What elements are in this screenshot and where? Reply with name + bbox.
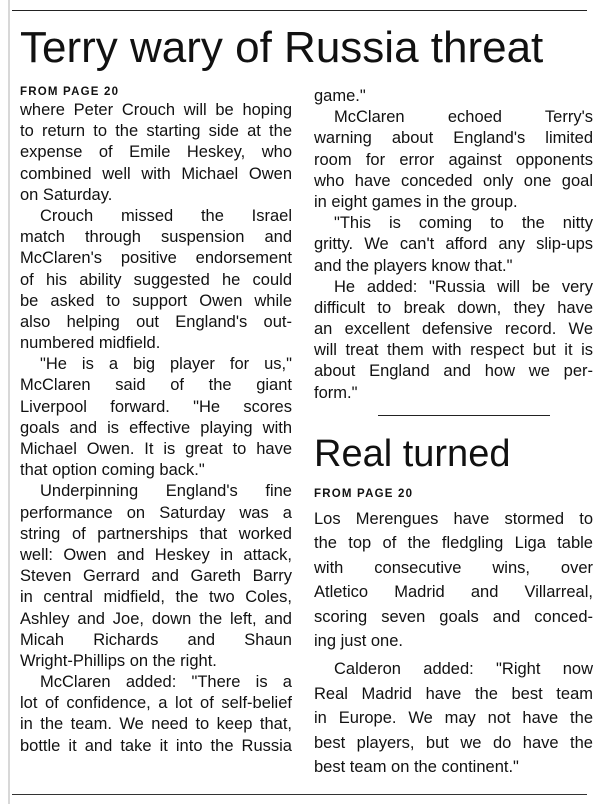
body-line: an excellent defensive record. We <box>314 320 593 339</box>
second-article-headline: Real turned <box>314 433 511 475</box>
body-line: He added: "Russia will be very <box>334 277 593 296</box>
body-line: scoring seven goals and conced- <box>314 607 593 626</box>
body-line: "This is coming to the nitty <box>334 214 593 233</box>
body-line: Atletico Madrid and Villarreal, <box>314 583 593 602</box>
body-line: best team on the continent." <box>314 757 519 776</box>
headline: Terry wary of Russia threat <box>20 23 544 72</box>
bottom-rule <box>12 794 587 795</box>
second-article-kicker: FROM PAGE 20 <box>314 488 414 500</box>
body-line: Los Merengues have stormed to <box>314 510 593 528</box>
body-line: game." <box>314 87 366 105</box>
article-body-right <box>314 86 593 404</box>
body-line: string of partnerships that worked <box>20 524 292 543</box>
body-line: form." <box>314 383 358 402</box>
body-line: will treat them with respect but it is <box>314 341 593 360</box>
body-line: lot of confidence, a lot of self-belief <box>20 694 292 713</box>
body-line: be asked to support Owen while <box>20 291 292 310</box>
article-body-left <box>20 100 292 757</box>
body-line: Ashley and Joe, down the left, and <box>20 609 292 628</box>
body-line: Micah Richards and Shaun <box>20 630 292 649</box>
body-line: McClaren echoed Terry's <box>334 108 593 127</box>
body-line: warning about England's limited <box>314 129 593 148</box>
body-line: in Europe. We may not have the <box>314 709 593 728</box>
body-line: Wright-Phillips on the right. <box>20 651 217 670</box>
body-line: Michael Owen. It is great to have <box>20 440 292 458</box>
body-line: bottle it and take it into the Russia <box>20 736 292 755</box>
body-line: Steven Gerrard and Gareth Barry <box>20 567 292 586</box>
body-line: Liverpool forward. "He scores <box>20 397 292 416</box>
body-line: to return to the starting side at the <box>20 122 292 141</box>
body-line: Calderon added: "Right now <box>334 660 593 679</box>
body-line: in central midfield, the two Coles, <box>20 588 292 607</box>
body-line: also helping out England's out- <box>20 312 292 331</box>
body-line: and the players know that." <box>314 256 513 275</box>
body-line: with consecutive wins, over <box>314 558 593 577</box>
article-end-rule <box>378 415 550 416</box>
body-line: McClaren said of the giant <box>20 376 292 395</box>
body-line: "He is a big player for us," <box>40 355 292 374</box>
body-line: Real Madrid have the best team <box>314 684 593 703</box>
body-line: goals and is effective playing with <box>20 418 292 437</box>
body-line: combined well with Michael Owen <box>20 164 292 183</box>
top-rule <box>12 10 587 11</box>
body-line: room for error against opponents <box>314 150 593 169</box>
body-line: Crouch missed the Israel <box>40 206 292 225</box>
body-line: in the team. We need to keep that, <box>20 715 292 734</box>
body-line: ing just one. <box>314 631 403 650</box>
body-line: Underpinning England's fine <box>40 482 292 501</box>
body-line: performance on Saturday was a <box>20 503 292 522</box>
body-line: the top of the fledgling Liga table <box>314 534 593 553</box>
body-line: difficult to break down, they have <box>314 298 593 317</box>
body-line: McClaren added: "There is a <box>40 673 292 692</box>
body-line: in eight games in the group. <box>314 192 518 211</box>
body-line: gritty. We can't afford any slip-ups <box>314 235 593 254</box>
body-line: who have conceded only one goal <box>314 171 593 190</box>
body-line: McClaren's positive endorsement <box>20 249 292 268</box>
body-line: where Peter Crouch will be hoping <box>20 101 292 119</box>
page-edge-shadow <box>8 0 10 804</box>
kicker: FROM PAGE 20 <box>20 86 120 98</box>
body-line: about England and how we per- <box>314 362 593 381</box>
body-line: best players, but we do have the <box>314 733 593 752</box>
body-line: match through suspension and <box>20 228 292 247</box>
body-line: expense of Emile Heskey, who <box>20 143 292 162</box>
body-line: numbered midfield. <box>20 334 161 353</box>
body-line: on Saturday. <box>20 185 113 204</box>
body-line: of his ability suggested he could <box>20 270 292 289</box>
second-article-body <box>314 507 593 779</box>
body-line: that option coming back." <box>20 461 205 480</box>
body-line: well: Owen and Heskey in attack, <box>20 545 292 564</box>
